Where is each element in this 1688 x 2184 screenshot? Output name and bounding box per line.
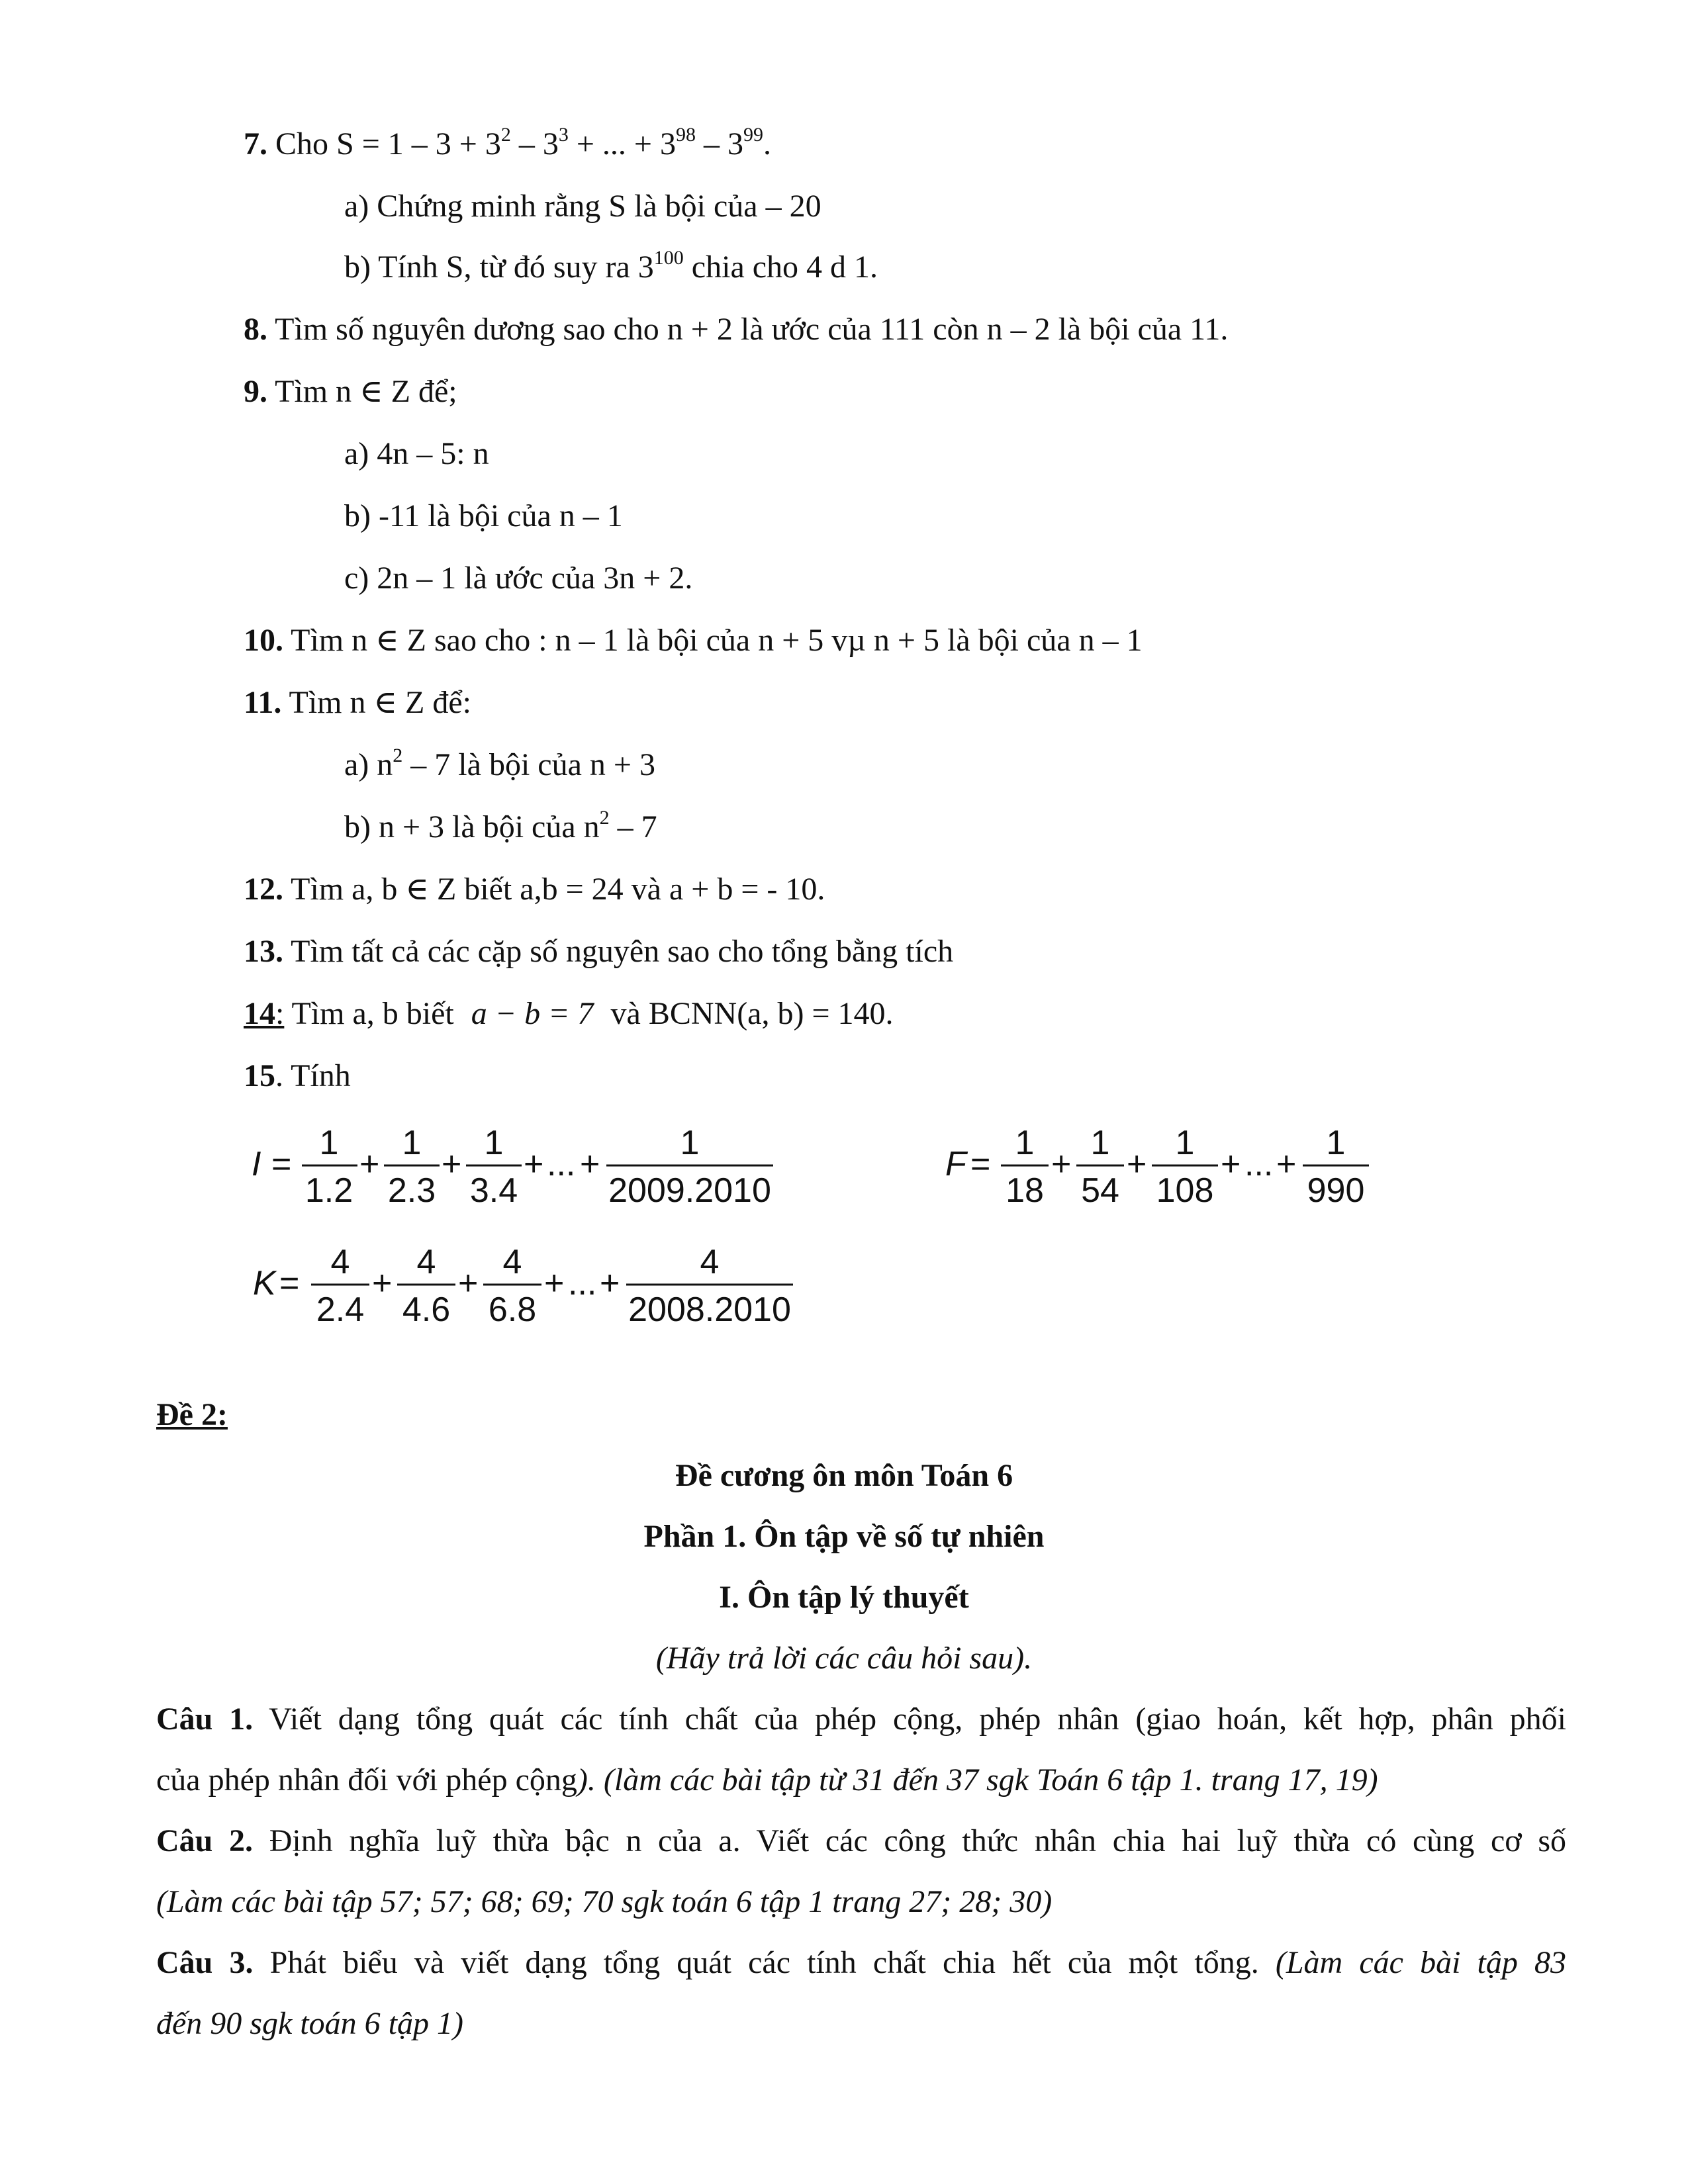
denominator: 54: [1081, 1171, 1119, 1210]
plus-sign: +: [1276, 1145, 1297, 1183]
numerator: 1: [1015, 1124, 1035, 1162]
plus-sign: +: [458, 1264, 479, 1302]
problem-text: – 3: [696, 126, 743, 161]
problem-11a: [344, 745, 655, 789]
numerator: 4: [502, 1243, 522, 1281]
problem-text: Tìm n ∈ Z để;: [267, 374, 457, 409]
question-1-line1: [156, 1700, 1566, 1739]
numerator: 1: [319, 1124, 339, 1162]
problem-text: Tìm n ∈ Z để:: [281, 685, 471, 720]
numerator: 1: [402, 1124, 422, 1162]
problem-text: và BCNN(a, b) = 140.: [602, 996, 894, 1031]
problem-8: [244, 310, 1228, 349]
numerator: 4: [330, 1243, 350, 1281]
problem-text: .: [763, 126, 771, 161]
plus-sign: +: [442, 1145, 462, 1183]
plus-sign: +: [524, 1145, 544, 1183]
section-heading: I. Ôn tập lý thuyết: [719, 1580, 969, 1615]
question-note: (Làm các bài tập 83: [1258, 1945, 1567, 1980]
problem-number: 14: [244, 996, 275, 1031]
problem-number: 13.: [244, 934, 283, 969]
plus-sign: +: [1051, 1145, 1072, 1183]
problem-14: [244, 994, 894, 1034]
exponent: 2: [599, 807, 610, 829]
denominator: 3.4: [469, 1171, 518, 1210]
problem-text: . Tính: [275, 1058, 351, 1093]
doc-title: Đề cương ôn môn Toán 6: [675, 1458, 1013, 1493]
denominator: 2.3: [387, 1171, 436, 1210]
exponent: 100: [653, 247, 684, 269]
problem-number: 15: [244, 1058, 275, 1093]
numerator: 1: [1175, 1124, 1195, 1162]
problem-text: – 7 là bội của n + 3: [402, 747, 655, 782]
plus-sign: +: [372, 1264, 393, 1302]
problem-text: Tìm số nguyên dương sao cho n + 2 là ước của 111 còn n – 2 là bội của 11.: [267, 312, 1229, 347]
problem-number: 8.: [244, 312, 267, 347]
question-label: Câu 3.: [156, 1945, 254, 1980]
de2-label: Đề 2:: [156, 1397, 228, 1432]
problem-text: – 7: [609, 809, 657, 844]
question-note: (làm các bài tập từ 31 đến 37 sgk Toán 6 tập 1. trang 17, 19): [595, 1762, 1378, 1797]
problem-11b: [344, 807, 657, 851]
problem-10: [244, 621, 1143, 660]
question-text: của phép nhân đối với phép cộng: [156, 1762, 577, 1797]
problem-text: + ... + 3: [568, 126, 676, 161]
exponent: 2: [393, 745, 403, 766]
problem-text: a) n: [344, 747, 393, 782]
formula-K: [253, 1238, 796, 1329]
formula-var: I: [252, 1145, 261, 1183]
equals-sign: =: [279, 1264, 300, 1302]
numerator: 1: [1326, 1124, 1346, 1162]
inline-equation: a − b = 7: [471, 996, 594, 1031]
problem-13: [244, 932, 953, 972]
question-3-note: đến 90 sgk toán 6 tập 1): [156, 2006, 463, 2041]
problem-text: b) Tính S, từ đó suy ra 3: [344, 250, 654, 285]
plus-sign: +: [580, 1145, 600, 1183]
problem-number: 9.: [244, 374, 267, 409]
plus-sign: +: [1221, 1145, 1241, 1183]
plus-sign: +: [1127, 1145, 1147, 1183]
problem-9: [244, 372, 457, 412]
problem-number: 11.: [244, 685, 282, 720]
denominator: 4.6: [402, 1291, 451, 1329]
denominator: 108: [1156, 1171, 1214, 1210]
problem-text: Tìm a, b ∈ Z biết a,b = 24 và a + b = - 10.: [283, 872, 825, 907]
ellipsis: ...: [568, 1264, 597, 1302]
denominator: 18: [1006, 1171, 1044, 1210]
ellipsis: ...: [1244, 1145, 1274, 1183]
problem-7b: [344, 248, 878, 291]
exponent: 3: [558, 124, 569, 146]
numerator: 1: [680, 1124, 700, 1162]
numerator: 1: [1090, 1124, 1110, 1162]
problem-text: chia cho 4 d 1.: [683, 250, 878, 285]
problem-12: [244, 870, 825, 909]
problem-9b: b) -11 là bội của n – 1: [344, 498, 623, 533]
numerator: 4: [700, 1243, 720, 1281]
problem-9c: c) 2n – 1 là ước của 3n + 2.: [344, 561, 693, 596]
question-text: Viết dạng tổng quát các tính chất của phép cộng, phép nhân (giao hoán, kết hợp, phân phối: [253, 1702, 1567, 1737]
denominator: 2.4: [316, 1291, 365, 1329]
problem-7a: a) Chứng minh rằng S là bội của – 20: [344, 189, 821, 224]
denominator: 1.2: [305, 1171, 353, 1210]
problem-15: [244, 1056, 351, 1096]
denominator: 6.8: [488, 1291, 537, 1329]
denominator: 2009.2010: [608, 1171, 771, 1210]
exponent: 98: [676, 124, 696, 146]
question-3-line1: [156, 1943, 1566, 1983]
problem-number: 12.: [244, 872, 283, 907]
equals-sign: =: [271, 1145, 292, 1183]
question-2-note: (Làm các bài tập 57; 57; 68; 69; 70 sgk toán 6 tập 1 trang 27; 28; 30): [156, 1884, 1053, 1919]
question-text: Định nghĩa luỹ thừa bậc n của a. Viết các công thức nhân chia hai luỹ thừa có cùng cơ số: [253, 1823, 1567, 1858]
problem-text: Tìm tất cả các cặp số nguyên sao cho tổng bằng tích: [283, 934, 954, 969]
numerator: 4: [416, 1243, 436, 1281]
problem-text: Tìm a, b biết: [284, 996, 462, 1031]
denominator: 990: [1307, 1171, 1365, 1210]
question-2-line1: [156, 1821, 1566, 1861]
question-text: ).: [577, 1762, 596, 1797]
formula-var: F: [945, 1145, 966, 1183]
question-text: Phát biểu và viết dạng tổng quát các tính chất chia hết của một tổng.: [253, 1945, 1259, 1980]
question-label: Câu 2.: [156, 1823, 254, 1858]
problem-text: – 3: [510, 126, 559, 161]
problem-9a: a) 4n – 5: n: [344, 436, 489, 471]
problem-number: 7.: [244, 126, 267, 161]
part-heading: Phần 1. Ôn tập về số tự nhiên: [643, 1519, 1045, 1554]
problem-number: 10.: [244, 623, 283, 658]
problem-11: [244, 683, 471, 723]
formula-F: [945, 1118, 1422, 1210]
problem-text: Cho S = 1 – 3 + 3: [275, 126, 501, 161]
exponent: 2: [500, 124, 511, 146]
plus-sign: +: [544, 1264, 565, 1302]
plus-sign: +: [600, 1264, 620, 1302]
problem-colon: :: [275, 996, 285, 1031]
plus-sign: +: [359, 1145, 380, 1183]
denominator: 2008.2010: [628, 1291, 791, 1329]
exponent: 99: [743, 124, 763, 146]
instruction: (Hãy trả lời các câu hỏi sau).: [655, 1641, 1033, 1676]
ellipsis: ...: [547, 1145, 576, 1183]
problem-text: Tìm n ∈ Z sao cho : n – 1 là bội của n + 5 vµ n + 5 là bội của n – 1: [283, 623, 1143, 658]
formula-I: [252, 1118, 794, 1210]
problem-7: [244, 124, 771, 168]
numerator: 1: [484, 1124, 504, 1162]
formula-var: K: [253, 1264, 276, 1302]
problem-text: b) n + 3 là bội của n: [344, 809, 600, 844]
question-label: Câu 1.: [156, 1702, 254, 1737]
question-1-line2: [156, 1760, 1378, 1800]
equals-sign: =: [970, 1145, 991, 1183]
